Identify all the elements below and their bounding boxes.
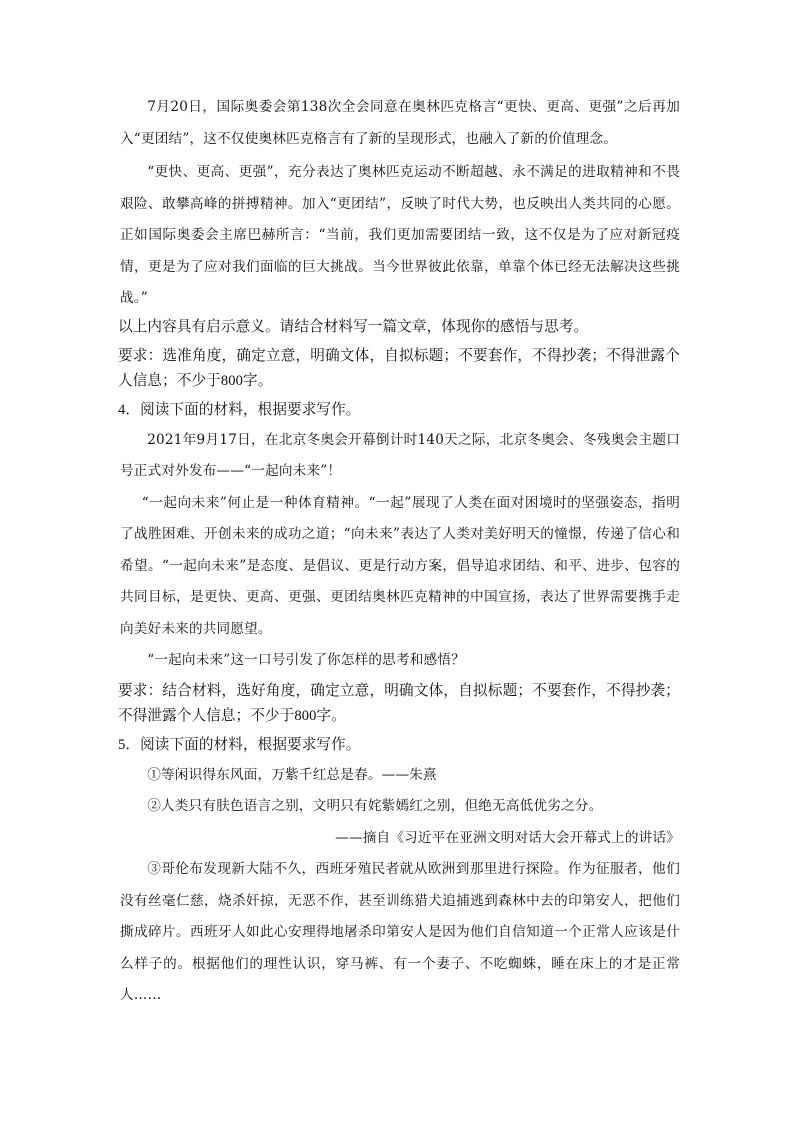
question-5-item-1: ①等闲识得东风面，万紫千红总是春。——朱熹 [147,766,437,783]
question-5-heading: 5．阅读下面的材料，根据要求写作。 [118,736,361,753]
question-4-paragraph-2: “一起向未来”何止是一种体育精神。“一起”展现了人类在面对困境时的坚强姿态，指明了战胜困难、开创未来的成功之道；“向未来”表达了人类对美好明天的憧憬，传递了信心和希望。“一起向未来”是态度、是倡议、更是行动方案，倡导追求团结、和平、进步、包容的共同目标，是更快、更高、更强、更团结奥林匹克精神的中国宣扬，表达了世界需要携手走向美好未来的共同愿望。 [120,494,680,637]
writing-prompt: 以上内容具有启示意义。请结合材料写一篇文章，体现你的感悟与思考。 [118,318,589,335]
olympic-material-paragraph-2: “更快、更高、更强”，充分表达了奥林匹克运动不断超越、永不满足的进取精神和不畏艰险、敢攀高峰的拼搏精神。加入“更团结”，反映了时代大势，也反映出人类共同的心愿。正如国际奥委会主席巴赫所言：“当前，我们更加需要团结一致，这不仅是为了应对新冠疫情，更是为了应对我们面临的巨大挑战。当今世界彼此依靠，单靠个体已经无法解决这些挑战。” [120,164,680,306]
question-4-requirements: 要求：结合材料，选好角度，确定立意，明确文体，自拟标题；不要套作，不得抄袭；不得泄露个人信息；不少于800字。 [118,682,680,724]
question-4-paragraph-3: “一起向未来”这一口号引发了你怎样的思考和感悟？ [147,652,465,668]
question-5-item-2-source: ——摘自《习近平在亚洲文明对话大会开幕式上的讲话》 [335,829,680,846]
olympic-material-paragraph-1: 7月20日，国际奥委会第138次全会同意在奥林匹克格言“更快、更高、更强”之后再加入“更团结”，这不仅使奥林匹克格言有了新的呈现形式，也融入了新的价值理念。 [120,99,680,147]
page-content [120,92,680,1012]
question-5-item-3: ③哥伦布发现新大陆不久，西班牙殖民者就从欧洲到那里进行探险。作为征服者，他们没有丝毫仁慈，烧杀奸掠，无恶不作，甚至训练猎犬追捕逃到森林中去的印第安人，把他们撕成碎片。西班牙人如此心安理得地屠杀印第安人是因为他们自信知道一个正常人应该是什么样子的。根据他们的理性认识，穿马裤、有一个妻子、不吃蜘蛛，睡在床上的才是正常人…… [120,861,680,1003]
writing-requirements: 要求：选准角度，确定立意，明确文体，自拟标题；不要套作，不得抄袭；不得泄露个人信息；不少于800字。 [118,347,680,389]
question-4-paragraph-1: 2021年9月17日，在北京冬奥会开幕倒计时140天之际，北京冬奥会、冬残奥会主题口号正式对外发布——“一起向未来”！ [120,431,680,479]
question-4-heading: 4．阅读下面的材料，根据要求写作。 [118,401,361,418]
question-5-item-2: ②人类只有肤色语言之别，文明只有姹紫嫣红之别，但绝无高低优劣之分。 [147,798,603,814]
